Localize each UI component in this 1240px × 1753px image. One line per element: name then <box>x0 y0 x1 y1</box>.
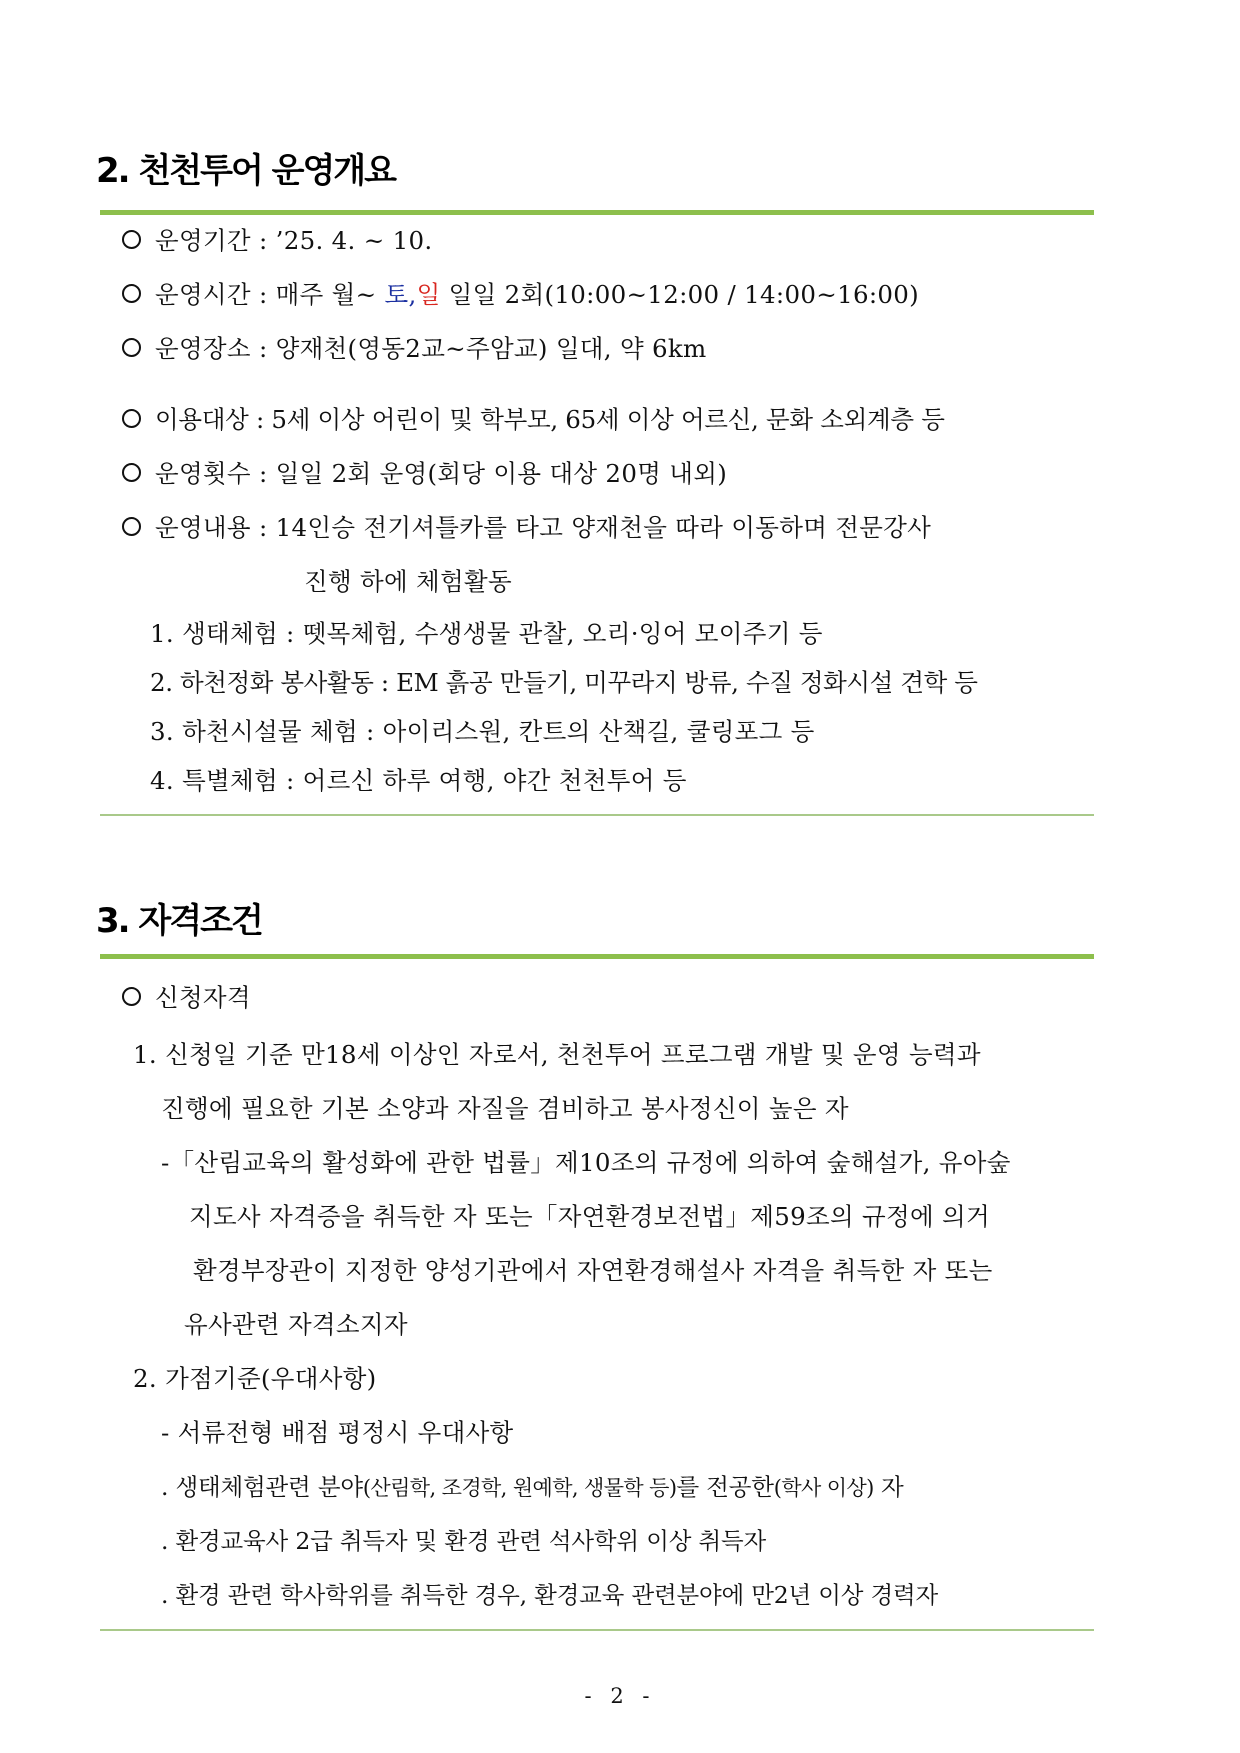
sunday-text: 일 <box>416 280 441 309</box>
circle-bullet-icon <box>122 284 141 303</box>
saturday-text: 토 <box>384 280 409 309</box>
qualification-line-3: -「산림교육의 활성화에 관한 법률」제10조의 규정에 의하여 숲해설가, 유아숲 <box>161 1148 1011 1177</box>
circle-bullet-icon <box>122 409 141 428</box>
preference-heading: 2. 가점기준(우대사항) <box>133 1364 377 1393</box>
qualification-heading: 신청자격 <box>122 979 251 1014</box>
item-operating-content-continued: 진행 하에 체험활동 <box>304 567 512 596</box>
qualification-line-5: 환경부장관이 지정한 양성기관에서 자연환경해설사 자격을 취득한 자 또는 <box>193 1256 993 1285</box>
item-operating-time: 운영시간 : 매주 월~ 토,일 일일 2회(10:00~12:00 / 14:00~16:00) <box>122 276 919 311</box>
qualification-line-4: 지도사 자격증을 취득한 자 또는「자연환경보전법」제59조의 규정에 의거 <box>189 1202 990 1231</box>
preference-subheading: - 서류전형 배점 평정시 우대사항 <box>161 1418 514 1447</box>
program-item-1: 1. 생태체험 : 뗏목체험, 수생생물 관찰, 오리·잉어 모이주기 등 <box>150 619 823 648</box>
program-item-4: 4. 특별체험 : 어르신 하루 여행, 야간 천천투어 등 <box>150 766 687 795</box>
item-operating-place: 운영장소 : 양재천(영동2교~주암교) 일대, 약 6km <box>122 330 707 365</box>
section-2-title: 2. 천천투어 운영개요 <box>96 151 395 191</box>
section-3-top-rule <box>100 954 1094 959</box>
qualification-line-6: 유사관련 자격소지자 <box>184 1310 408 1339</box>
program-item-3: 3. 하천시설물 체험 : 아이리스원, 칸트의 산책길, 쿨링포그 등 <box>150 717 815 746</box>
qualification-line-1: 1. 신청일 기준 만18세 이상인 자로서, 천천투어 프로그램 개발 및 운영 능력과 <box>133 1040 981 1069</box>
preference-item-1: . 생태체험관련 분야(산림학, 조경학, 원예학, 생물학 등)를 전공한(학사 이상) 자 <box>161 1473 904 1501</box>
circle-bullet-icon <box>122 338 141 357</box>
circle-bullet-icon <box>122 517 141 536</box>
item-operating-content: 운영내용 : 14인승 전기셔틀카를 타고 양재천을 따라 이동하며 전문강사 <box>122 509 931 544</box>
section-2-top-rule <box>100 210 1094 215</box>
item-operating-period: 운영기간 : ’25. 4. ~ 10. <box>122 222 433 257</box>
program-item-2: 2. 하천정화 봉사활동 : EM 흙공 만들기, 미꾸라지 방류, 수질 정화시설 견학 등 <box>150 668 978 697</box>
circle-bullet-icon <box>122 463 141 482</box>
item-operating-count: 운영횟수 : 일일 2회 운영(회당 이용 대상 20명 내외) <box>122 455 727 490</box>
section-2-bottom-rule <box>100 814 1094 816</box>
preference-item-3: . 환경 관련 학사학위를 취득한 경우, 환경교육 관련분야에 만2년 이상 경력자 <box>161 1581 939 1609</box>
section-3-bottom-rule <box>100 1629 1094 1631</box>
page-number: - 2 - <box>584 1684 656 1708</box>
section-3-title: 3. 자격조건 <box>96 901 262 941</box>
circle-bullet-icon <box>122 987 141 1006</box>
item-target-users: 이용대상 : 5세 이상 어린이 및 학부모, 65세 이상 어르신, 문화 소외계층 등 <box>122 401 945 436</box>
preference-item-2: . 환경교육사 2급 취득자 및 환경 관련 석사학위 이상 취득자 <box>161 1527 766 1555</box>
circle-bullet-icon <box>122 230 141 249</box>
qualification-line-2: 진행에 필요한 기본 소양과 자질을 겸비하고 봉사정신이 높은 자 <box>161 1094 849 1123</box>
